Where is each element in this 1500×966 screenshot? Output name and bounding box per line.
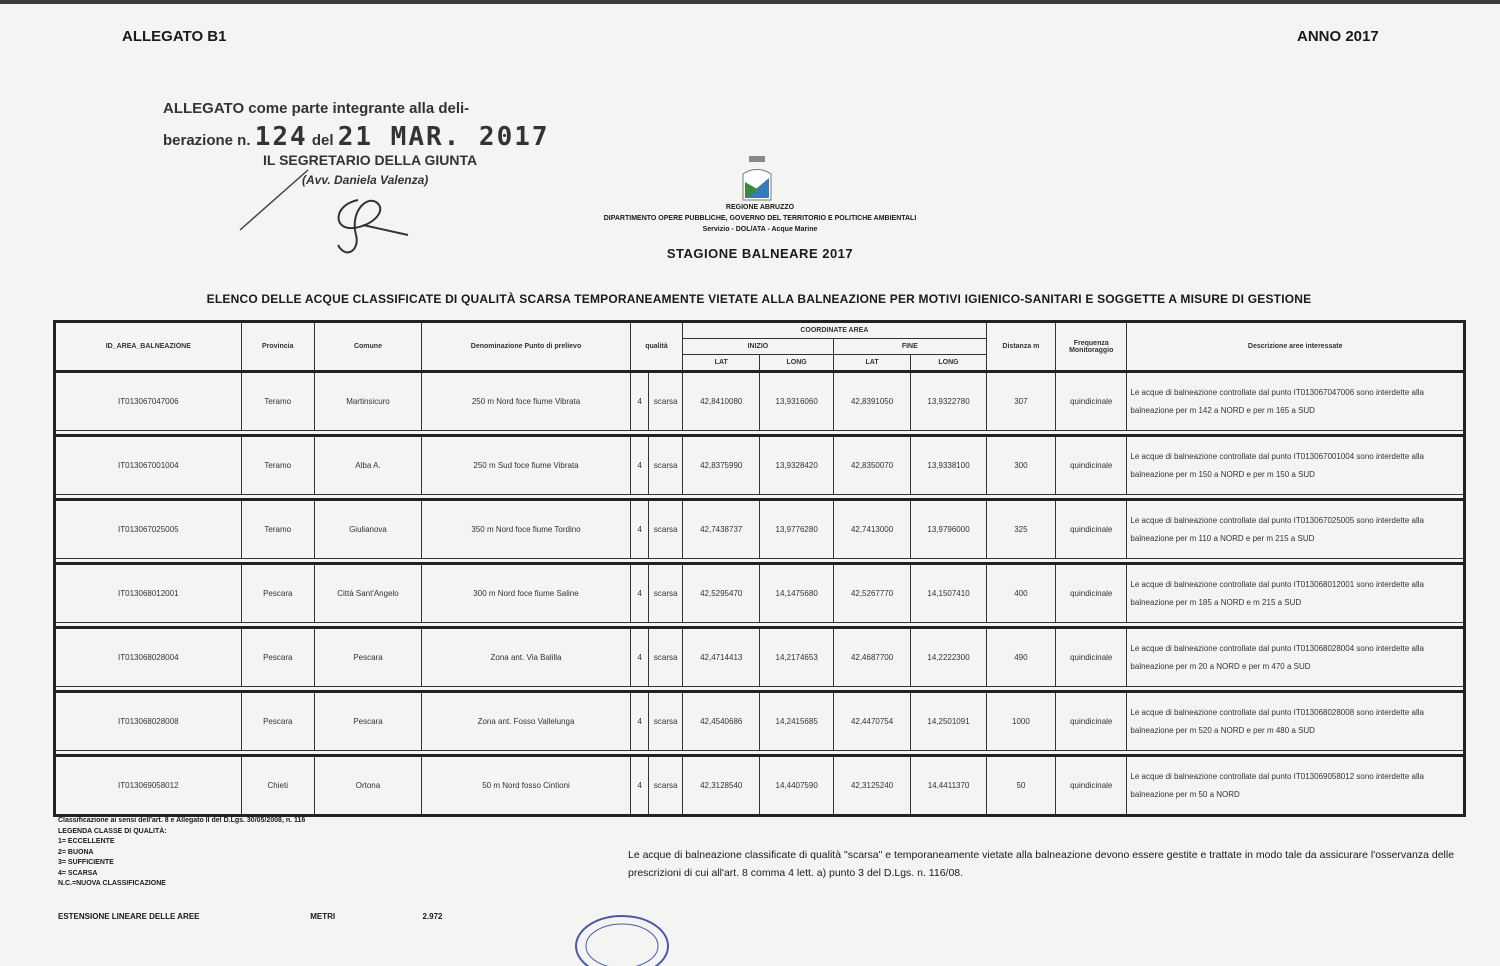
row-quality: scarsa bbox=[649, 500, 683, 559]
row-province: Pescara bbox=[241, 692, 314, 751]
row-municipality: Città Sant'Angelo bbox=[314, 564, 421, 623]
deliberation-date: 21 MAR. 2017 bbox=[337, 122, 550, 152]
table-row bbox=[55, 500, 1465, 559]
row-long-start: 14,4407590 bbox=[760, 756, 833, 816]
row-province: Teramo bbox=[241, 436, 314, 495]
row-lat-end: 42,3125240 bbox=[833, 756, 910, 816]
table-row bbox=[55, 756, 1465, 816]
row-lat-end: 42,7413000 bbox=[833, 500, 910, 559]
row-sampling-point: 300 m Nord foce fiume Saline bbox=[422, 564, 631, 623]
row-description: Le acque di balneazione controllate dal punto IT013068028004 sono interdette alla balneazione per m 20 a NORD e per m 470 a SUD bbox=[1127, 628, 1465, 687]
extension-unit: METRI bbox=[310, 912, 336, 921]
row-id: IT013068012001 bbox=[55, 564, 242, 623]
row-long-end: 13,9338100 bbox=[911, 436, 986, 495]
row-description: Le acque di balneazione controllate dal punto IT013069058012 sono interdette alla balneazione per m 50 a NORD bbox=[1127, 756, 1465, 816]
row-quality: scarsa bbox=[649, 564, 683, 623]
header-frequency: Frequenza Monitoraggio bbox=[1056, 322, 1127, 372]
row-long-end: 13,9322780 bbox=[911, 372, 986, 431]
row-municipality: Alba A. bbox=[314, 436, 421, 495]
approval-stamp bbox=[163, 95, 550, 155]
row-description: Le acque di balneazione controllate dal punto IT013067047006 sono interdette alla balneazione per m 142 a NORD e per m 165 a SUD bbox=[1127, 372, 1465, 431]
header-coordinates: COORDINATE AREA bbox=[682, 322, 986, 339]
row-long-end: 14,2501091 bbox=[911, 692, 986, 751]
stamp-line-2-prefix: berazione n. bbox=[163, 132, 251, 149]
row-long-end: 13,9796000 bbox=[911, 500, 986, 559]
legend-item: N.C.=NUOVA CLASSIFICAZIONE bbox=[58, 880, 166, 887]
row-municipality: Pescara bbox=[314, 692, 421, 751]
legend-item: 2= BUONA bbox=[58, 848, 94, 856]
row-distance: 307 bbox=[986, 372, 1055, 431]
row-sampling-point: 250 m Sud foce fiume Vibrata bbox=[422, 436, 631, 495]
row-quality: scarsa bbox=[649, 372, 683, 431]
row-long-start: 14,2174653 bbox=[760, 628, 833, 687]
row-frequency: quindicinale bbox=[1056, 500, 1127, 559]
row-quality-class: 4 bbox=[631, 500, 649, 559]
service-name: Servizio - DOL/ATA - Acque Marine bbox=[702, 226, 818, 233]
header-municipality: Comune bbox=[314, 322, 421, 372]
row-id: IT013068028004 bbox=[55, 628, 242, 687]
row-lat-end: 42,4470754 bbox=[833, 692, 910, 751]
quality-legend bbox=[58, 816, 305, 890]
row-lat-start: 42,4540686 bbox=[682, 692, 759, 751]
legend-item: 3= SUFFICIENTE bbox=[58, 859, 114, 866]
row-distance: 490 bbox=[986, 628, 1055, 687]
header-id: ID_AREA_BALNEAZIONE bbox=[55, 322, 242, 372]
row-province: Pescara bbox=[241, 564, 314, 623]
row-quality: scarsa bbox=[649, 436, 683, 495]
top-border bbox=[0, 0, 1500, 4]
row-long-end: 14,4411370 bbox=[911, 756, 986, 816]
linear-extension bbox=[58, 912, 443, 921]
row-quality-class: 4 bbox=[631, 436, 649, 495]
row-frequency: quindicinale bbox=[1056, 628, 1127, 687]
row-lat-end: 42,4687700 bbox=[833, 628, 910, 687]
header-end: FINE bbox=[833, 339, 986, 355]
year-label: ANNO 2017 bbox=[1297, 28, 1379, 45]
management-note: Le acque di balneazione classificate di qualità "scarsa" e temporaneamente vietate alla balneazione devono essere gestite e trattate in modo tale da assicurare l'osservanza delle prescrizioni di cui all'art. 8 comma 4 lett. a) punto 3 del D.Lgs. n. 116/08. bbox=[628, 849, 1455, 879]
legend-item: 1= ECCELLENTE bbox=[58, 838, 115, 845]
row-distance: 50 bbox=[986, 756, 1055, 816]
row-province: Teramo bbox=[241, 500, 314, 559]
annex-label: ALLEGATO B1 bbox=[122, 28, 227, 45]
row-lat-start: 42,8410080 bbox=[682, 372, 759, 431]
header-quality: qualità bbox=[631, 322, 683, 372]
row-lat-start: 42,7438737 bbox=[682, 500, 759, 559]
row-distance: 300 bbox=[986, 436, 1055, 495]
row-description: Le acque di balneazione controllate dal punto IT013067001004 sono interdette alla balneazione per m 150 a NORD e per m 150 a SUD bbox=[1127, 436, 1465, 495]
table-row bbox=[55, 628, 1465, 687]
row-lat-end: 42,8350070 bbox=[833, 436, 910, 495]
row-lat-end: 42,5267770 bbox=[833, 564, 910, 623]
deliberation-number: 124 bbox=[254, 122, 308, 152]
row-lat-start: 42,3128540 bbox=[682, 756, 759, 816]
row-id: IT013068028008 bbox=[55, 692, 242, 751]
row-id: IT013067025005 bbox=[55, 500, 242, 559]
row-long-end: 14,1507410 bbox=[911, 564, 986, 623]
row-quality: scarsa bbox=[649, 628, 683, 687]
header-long-end: LONG bbox=[911, 355, 986, 372]
row-quality: scarsa bbox=[649, 756, 683, 816]
row-frequency: quindicinale bbox=[1056, 372, 1127, 431]
classification-note: Classificazione ai sensi dell'art. 8 e Allegato II del D.Lgs. 30/05/2008, n. 116 bbox=[58, 817, 306, 824]
header-long-start: LONG bbox=[760, 355, 833, 372]
row-sampling-point: 250 m Nord foce fiume Vibrata bbox=[422, 372, 631, 431]
row-quality-class: 4 bbox=[631, 756, 649, 816]
bathing-season: STAGIONE BALNEARE 2017 bbox=[666, 246, 854, 261]
row-lat-start: 42,4714413 bbox=[682, 628, 759, 687]
region-name: REGIONE ABRUZZO bbox=[725, 204, 795, 211]
header-description: Descrizione aree interessate bbox=[1127, 322, 1465, 372]
row-long-start: 13,9316060 bbox=[760, 372, 833, 431]
row-id: IT013069058012 bbox=[55, 756, 242, 816]
row-municipality: Giulianova bbox=[314, 500, 421, 559]
row-id: IT013067047006 bbox=[55, 372, 242, 431]
row-lat-end: 42,8391050 bbox=[833, 372, 910, 431]
signature-icon bbox=[238, 150, 418, 270]
row-quality-class: 4 bbox=[631, 628, 649, 687]
row-quality-class: 4 bbox=[631, 692, 649, 751]
header-province: Provincia bbox=[241, 322, 314, 372]
official-seal-icon bbox=[572, 906, 672, 966]
row-municipality: Pescara bbox=[314, 628, 421, 687]
row-quality-class: 4 bbox=[631, 564, 649, 623]
region-header bbox=[560, 202, 960, 235]
row-description: Le acque di balneazione controllate dal punto IT013068012001 sono interdette alla balneazione per m 185 a NORD e m 215 a SUD bbox=[1127, 564, 1465, 623]
region-logo-icon bbox=[741, 156, 773, 202]
row-distance: 1000 bbox=[986, 692, 1055, 751]
row-frequency: quindicinale bbox=[1056, 692, 1127, 751]
row-province: Pescara bbox=[241, 628, 314, 687]
table-row bbox=[55, 692, 1465, 751]
table-title: ELENCO DELLE ACQUE CLASSIFICATE DI QUALITÀ SCARSA TEMPORANEAMENTE VIETATE ALLA BALNEAZIONE PER MOTIVI IGIENICO-SANITARI E SOGGETTE A MISURE DI GESTIONE bbox=[206, 292, 1312, 306]
row-distance: 400 bbox=[986, 564, 1055, 623]
row-sampling-point: Zona ant. Fosso Vallelunga bbox=[422, 692, 631, 751]
row-frequency: quindicinale bbox=[1056, 436, 1127, 495]
row-sampling-point: 350 m Nord foce fiume Tordino bbox=[422, 500, 631, 559]
row-sampling-point: 50 m Nord fosso Cintioni bbox=[422, 756, 631, 816]
department-name: DIPARTIMENTO OPERE PUBBLICHE, GOVERNO DEL TERRITORIO E POLITICHE AMBIENTALI bbox=[603, 215, 917, 222]
table-row bbox=[55, 564, 1465, 623]
row-long-start: 14,2415685 bbox=[760, 692, 833, 751]
row-frequency: quindicinale bbox=[1056, 564, 1127, 623]
row-province: Teramo bbox=[241, 372, 314, 431]
row-id: IT013067001004 bbox=[55, 436, 242, 495]
row-long-start: 13,9328420 bbox=[760, 436, 833, 495]
header-lat-end: LAT bbox=[833, 355, 910, 372]
header-lat-start: LAT bbox=[682, 355, 759, 372]
header-sampling-point: Denominazione Punto di prelievo bbox=[422, 322, 631, 372]
legend-item: 4= SCARSA bbox=[58, 869, 98, 877]
extension-value: 2.972 bbox=[422, 912, 443, 921]
row-quality-class: 4 bbox=[631, 372, 649, 431]
row-description: Le acque di balneazione controllate dal punto IT013067025005 sono interdette alla balneazione per m 110 a NORD e per m 215 a SUD bbox=[1127, 500, 1465, 559]
table-row bbox=[55, 436, 1465, 495]
stamp-line-1: ALLEGATO come parte integrante alla deli- bbox=[163, 100, 470, 117]
row-municipality: Martinsicuro bbox=[314, 372, 421, 431]
row-municipality: Ortona bbox=[314, 756, 421, 816]
secretary-title: IL SEGRETARIO DELLA GIUNTA bbox=[263, 152, 478, 168]
row-lat-start: 42,8375990 bbox=[682, 436, 759, 495]
row-sampling-point: Zona ant. Via Balilla bbox=[422, 628, 631, 687]
row-distance: 325 bbox=[986, 500, 1055, 559]
header-start: INIZIO bbox=[682, 339, 833, 355]
row-long-start: 14,1475680 bbox=[760, 564, 833, 623]
legend-title: LEGENDA CLASSE DI QUALITÀ: bbox=[58, 827, 167, 835]
table-row bbox=[55, 372, 1465, 431]
row-description: Le acque di balneazione controllate dal punto IT013068028008 sono interdette alla balneazione per m 520 a NORD e per m 480 a SUD bbox=[1127, 692, 1465, 751]
row-quality: scarsa bbox=[649, 692, 683, 751]
row-province: Chieti bbox=[241, 756, 314, 816]
row-lat-start: 42,5295470 bbox=[682, 564, 759, 623]
extension-label: ESTENSIONE LINEARE DELLE AREE bbox=[58, 912, 200, 921]
row-long-end: 14,2222300 bbox=[911, 628, 986, 687]
bathing-waters-table bbox=[53, 320, 1466, 817]
row-frequency: quindicinale bbox=[1056, 756, 1127, 816]
row-long-start: 13,9776280 bbox=[760, 500, 833, 559]
stamp-del: del bbox=[311, 132, 334, 149]
secretary-name: (Avv. Daniela Valenza) bbox=[302, 173, 429, 187]
header-distance: Distanza m bbox=[986, 322, 1055, 372]
